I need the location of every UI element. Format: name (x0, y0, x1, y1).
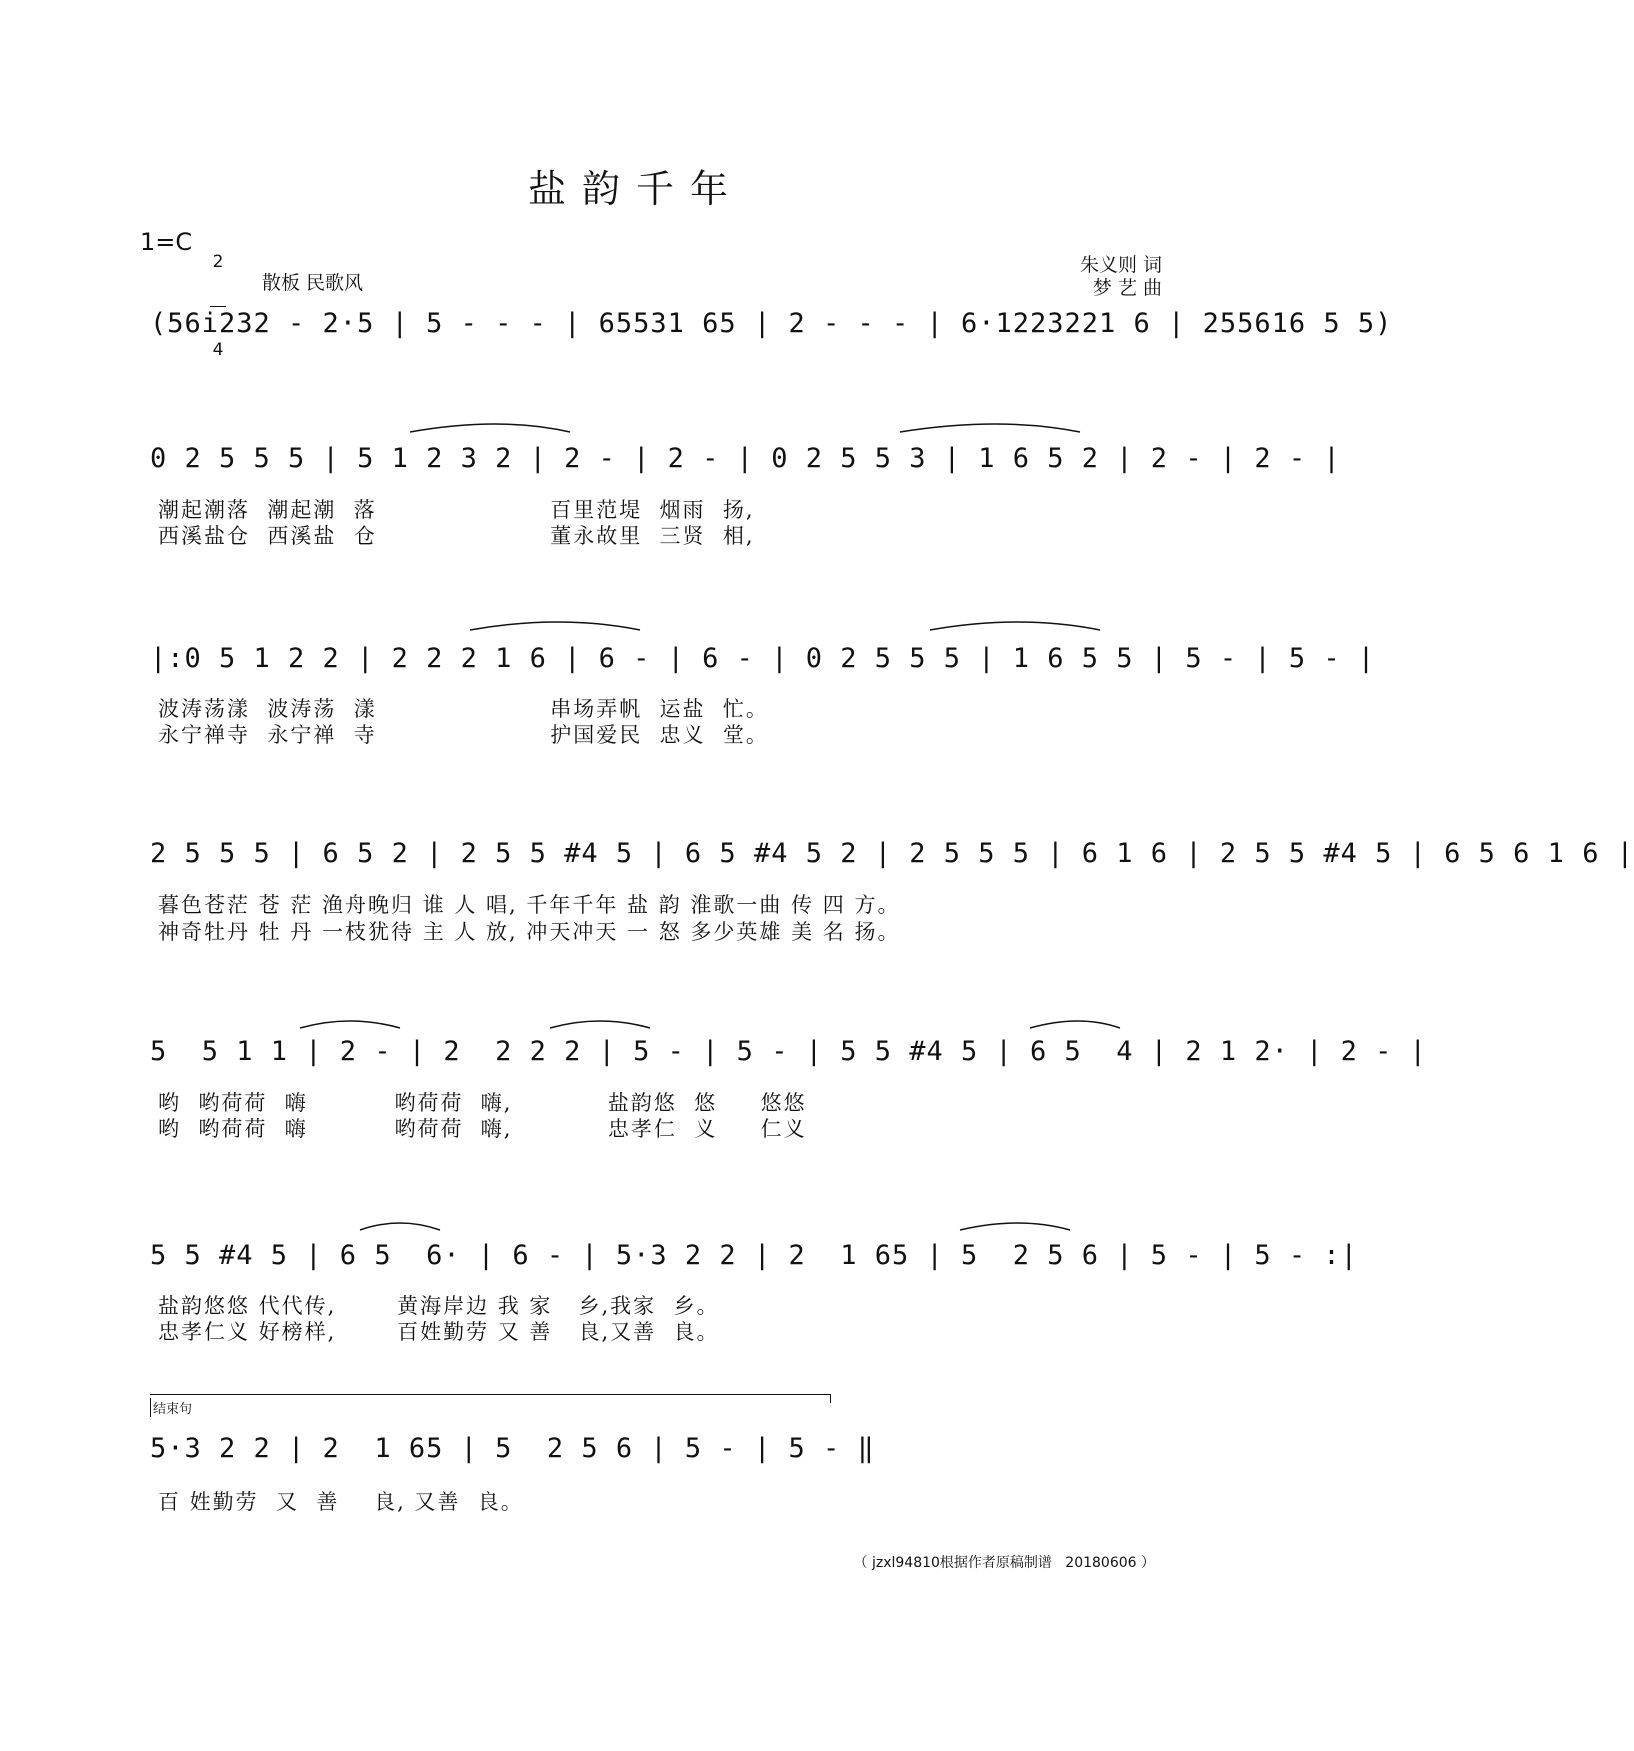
score-system-1: 0 2 5 5 5 | 5 1 2 3 2 | 2 - | 2 - | 0 2 5 5 3 | 1 6 5 2 | 2 - | 2 - | (150, 443, 1341, 474)
score-system-3: 2 5 5 5 | 6 5 2 | 2 5 5 #4 5 | 6 5 #4 5 2 | 2 5 5 5 | 6 1 6 | 2 5 5 #4 5 | 6 5 6 1 6 | (150, 838, 1634, 869)
lyric-line-4-verse-2: 哟 哟荷荷 嗨 哟荷荷 嗨, 忠孝仁 义 仁义 (158, 1117, 807, 1141)
lyricist-credit: 朱义则 词 (1079, 254, 1162, 276)
lyric-line-3-verse-2: 神奇牡丹 牡 丹 一枝犹待 主 人 放, 冲天冲天 一 怒 多少英雄 美 名 扬。 (158, 920, 901, 944)
song-title: 盐韵千年 (527, 167, 744, 211)
lyric-line-1-verse-2: 西溪盐仓 西溪盐 仓 董永故里 三贤 相, (158, 524, 755, 548)
lyric-line-5-verse-2: 忠孝仁义 好榜样, 百姓勤劳 又 善 良,又善 良。 (158, 1320, 720, 1344)
score-system-5: 5 5 #4 5 | 6 5 6· | 6 - | 5·3 2 2 | 2 1 65 | 5 2 5 6 | 5 - | 5 - :| (150, 1240, 1358, 1271)
lyric-line-2-verse-1: 波涛荡漾 波涛荡 漾 串场弄帆 运盐 忙。 (158, 697, 769, 721)
lyric-line-ending: 百 姓勤劳 又 善 良, 又善 良。 (158, 1490, 524, 1514)
lyric-line-2-verse-2: 永宁禅寺 永宁禅 寺 护国爱民 忠义 堂。 (158, 723, 769, 747)
key-signature: 1=C (140, 228, 193, 256)
composer-credit: 梦 艺 曲 (1092, 277, 1162, 299)
ending-label: 结束句 (150, 1398, 192, 1417)
lyric-line-5-verse-1: 盐韵悠悠 代代传, 黄海岸边 我 家 乡,我家 乡。 (158, 1294, 720, 1318)
footer-note: （ jzxl94810根据作者原稿制谱 20180606 ） (853, 1555, 1155, 1571)
lyric-line-4-verse-1: 哟 哟荷荷 嗨 哟荷荷 嗨, 盐韵悠 悠 悠悠 (158, 1091, 807, 1115)
score-system-ending: 5·3 2 2 | 2 1 65 | 5 2 5 6 | 5 - | 5 - ‖ (150, 1433, 875, 1464)
score-system-2: |:0 5 1 2 2 | 2 2 2 1 6 | 6 - | 6 - | 0 2 5 5 5 | 1 6 5 5 | 5 - | 5 - | (150, 643, 1376, 674)
score-system-intro: (56i232 - 2·5 | 5 - - - | 65531 65 | 2 - - - | 6·1223221 6 | 255616 5 5) (150, 308, 1393, 339)
tempo-marking: 散板 民歌风 (262, 272, 364, 294)
score-system-4: 5 5 1 1 | 2 - | 2 2 2 2 | 5 - | 5 - | 5 5 #4 5 | 6 5 4 | 2 1 2· | 2 - | (150, 1036, 1427, 1067)
lyric-line-1-verse-1: 潮起潮落 潮起潮 落 百里范堤 烟雨 扬, (158, 498, 755, 522)
time-signature-bottom: 4 (212, 340, 224, 360)
lyric-line-3-verse-1: 暮色苍茫 苍 茫 渔舟晚归 谁 人 唱, 千年千年 盐 韵 淮歌一曲 传 四 方。 (158, 893, 901, 917)
time-signature-top: 2 (212, 252, 224, 272)
